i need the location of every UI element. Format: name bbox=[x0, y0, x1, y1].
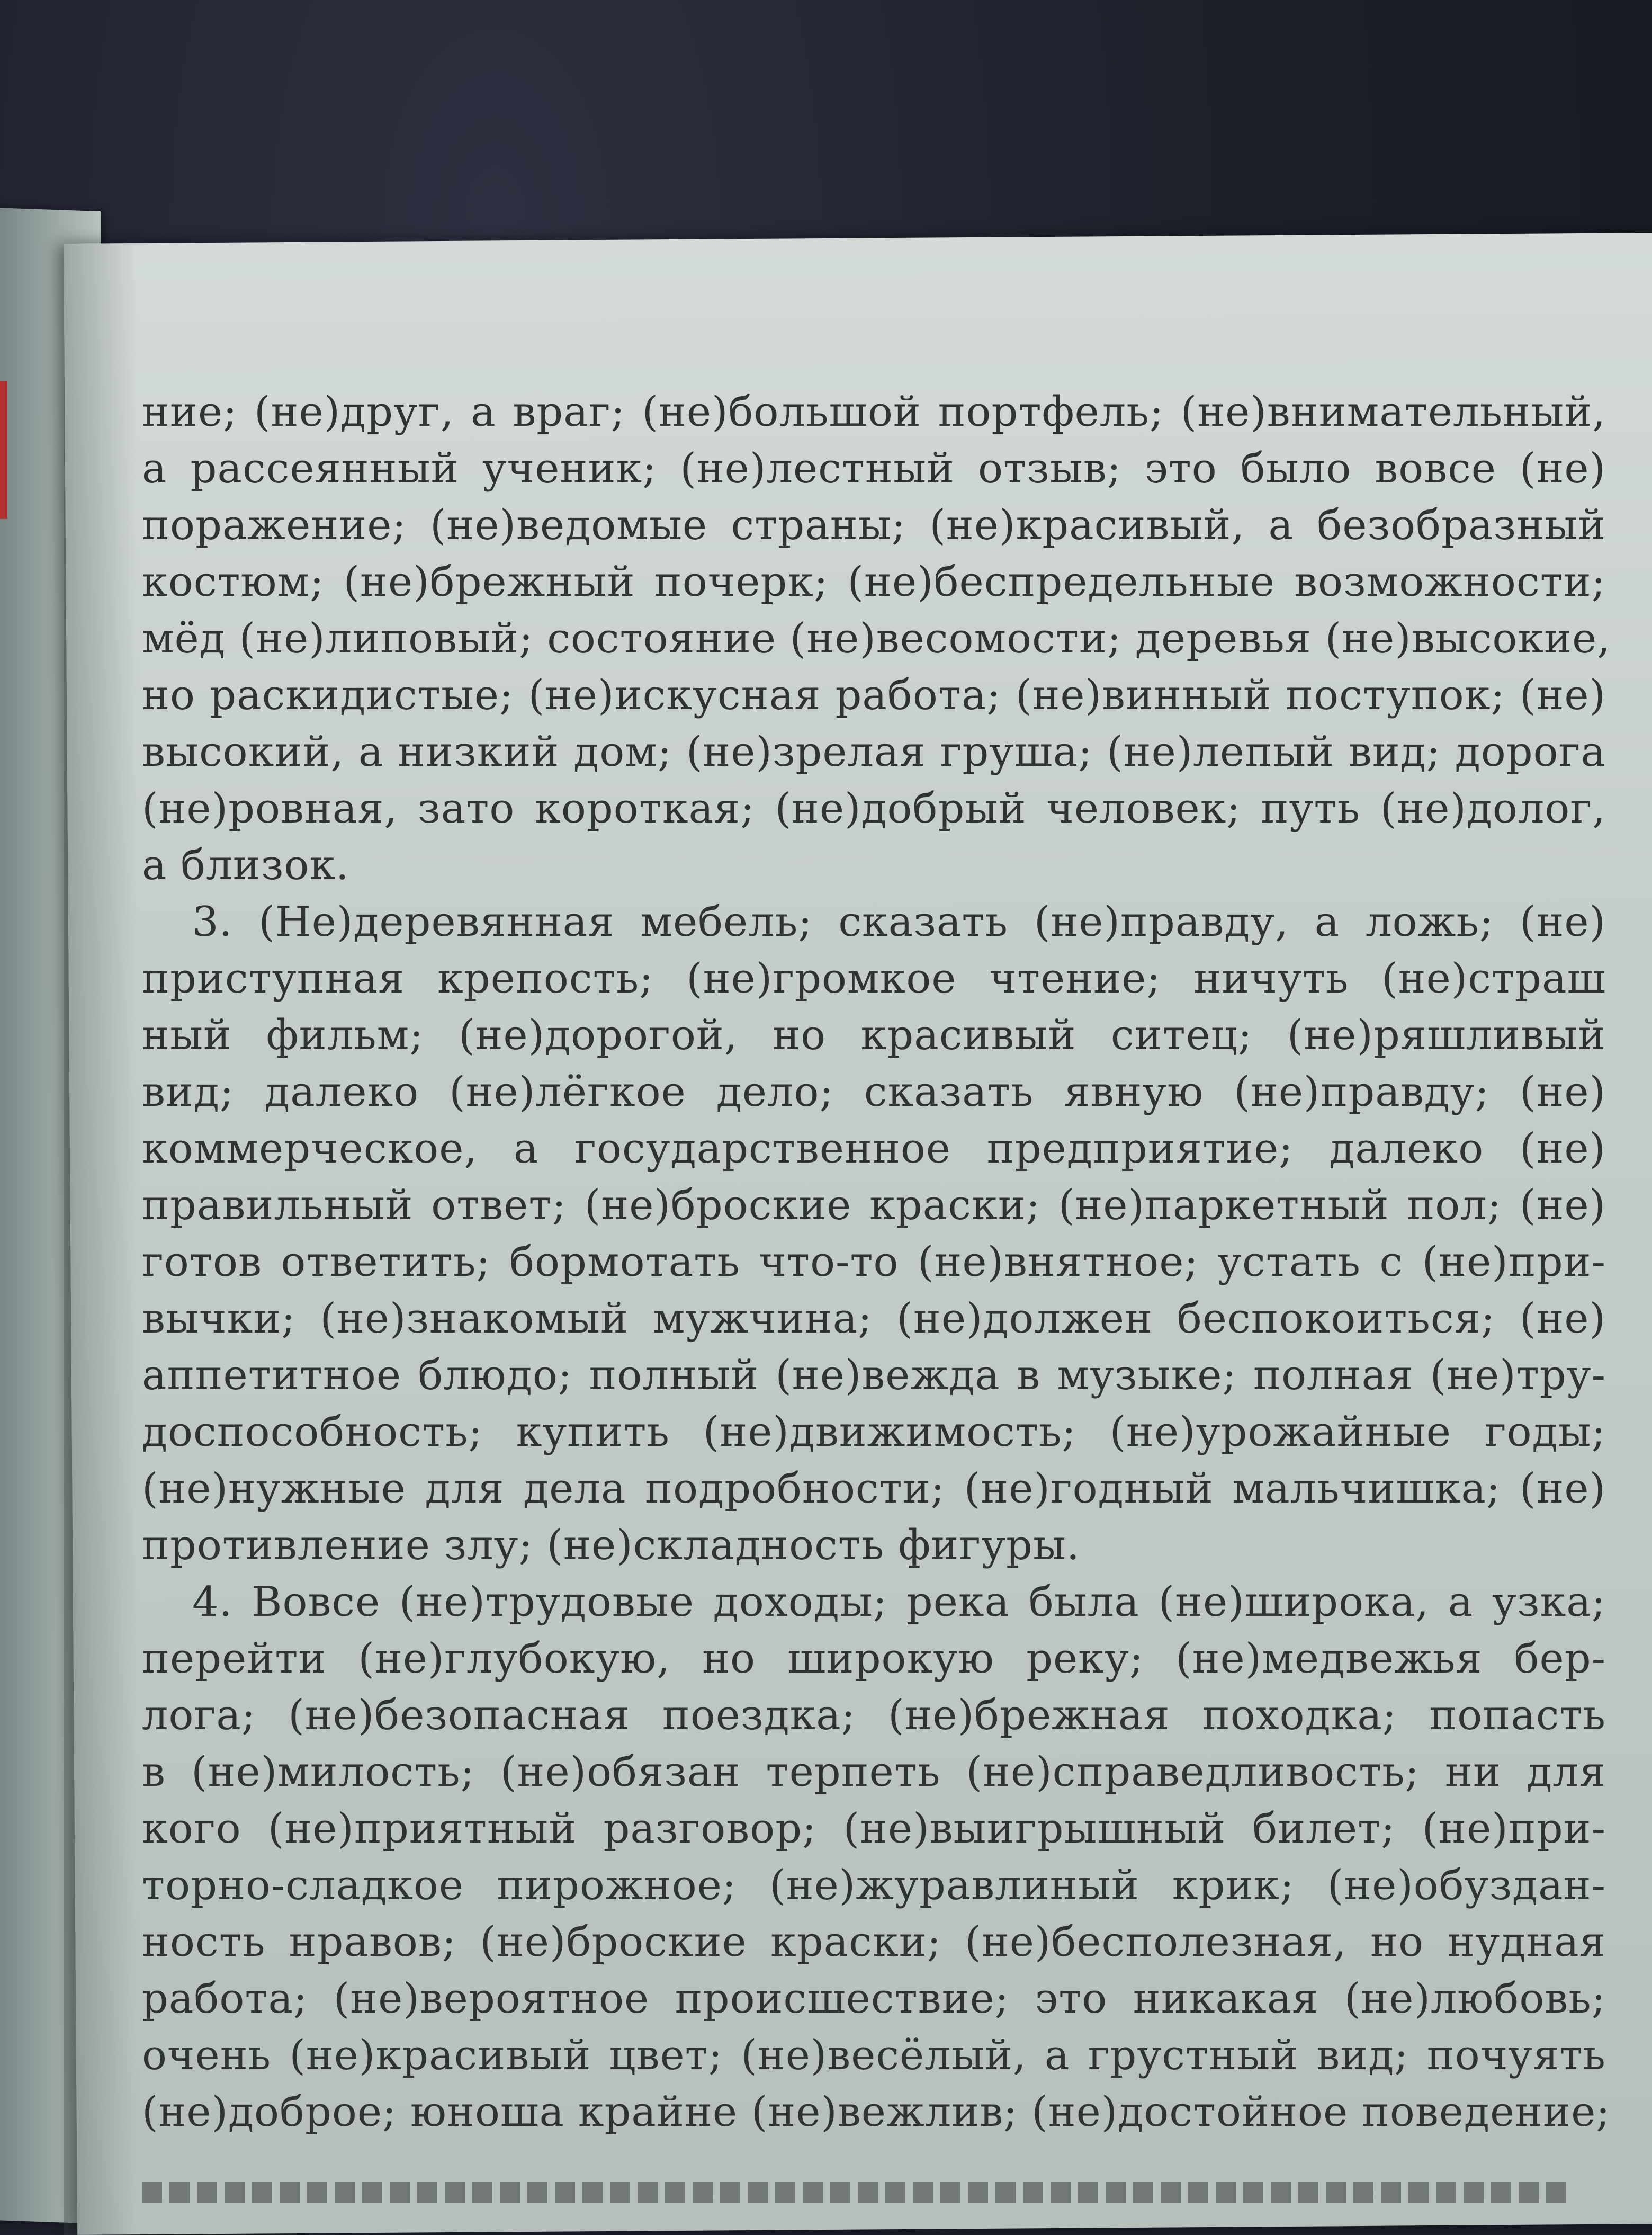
text-line: ние; (не)друг, а враг; (не)большой портфель; (не)внимательный, bbox=[142, 388, 1606, 436]
text-line: высокий, а низкий дом; (не)зрелая груша; (не)лепый вид; дорога bbox=[142, 728, 1606, 776]
text-line: костюм; (не)брежный почерк; (не)беспредельные возможности; bbox=[142, 558, 1606, 606]
text-line: вид; далеко (не)лёгкое дело; сказать явную (не)правду; (не) bbox=[142, 1068, 1606, 1116]
text-line: приступная крепость; (не)громкое чтение; ничуть (не)страш bbox=[142, 955, 1606, 1003]
text-line: правильный ответ; (не)броские краски; (не)паркетный пол; (не) bbox=[142, 1182, 1606, 1229]
text-line: кого (не)приятный разговор; (не)выигрышный билет; (не)при- bbox=[142, 1805, 1606, 1853]
text-line: работа; (не)вероятное происшествие; это никакая (не)любовь; bbox=[142, 1975, 1606, 2023]
text-line: мёд (не)липовый; состояние (не)весомости; деревья (не)высокие, bbox=[142, 615, 1611, 663]
text-line: а близок. bbox=[142, 842, 349, 889]
text-line: очень (не)красивый цвет; (не)весёлый, а грустный вид; почуять bbox=[142, 2032, 1606, 2079]
text-line: а рассеянный ученик; (не)лестный отзыв; это было вовсе (не) bbox=[142, 445, 1606, 493]
exercise-3-start: 3. (Не)деревянная мебель; сказать (не)правду, а ложь; (не) bbox=[192, 898, 1606, 946]
text-line: (не)доброе; юноша крайне (не)вежлив; (не)достойное поведение; bbox=[142, 2088, 1611, 2136]
text-line: ный фильм; (не)дорогой, но красивый ситец; (не)ряшливый bbox=[142, 1012, 1606, 1059]
text-line: аппетитное блюдо; полный (не)вежда в музыке; полная (не)тру- bbox=[142, 1352, 1606, 1399]
text-line: лога; (не)безопасная поездка; (не)брежная походка; попасть bbox=[142, 1692, 1606, 1739]
cut-off-line bbox=[142, 2182, 1572, 2203]
text-line: ность нравов; (не)броские краски; (не)бесполезная, но нудная bbox=[142, 1918, 1606, 1966]
text-line: перейти (не)глубокую, но широкую реку; (не)медвежья бер- bbox=[142, 1635, 1606, 1683]
text-line: готов ответить; бормотать что-то (не)внятное; устать с (не)при- bbox=[142, 1238, 1606, 1286]
text-line: торно-сладкое пирожное; (не)журавлиный крик; (не)обуздан- bbox=[142, 1862, 1606, 1909]
page-gutter-shadow bbox=[64, 244, 138, 2235]
text-line: коммерческое, а государственное предприятие; далеко (не) bbox=[142, 1125, 1606, 1173]
exercise-text bbox=[142, 384, 1611, 2141]
text-line: доспособность; купить (не)движимость; (не)урожайные годы; bbox=[142, 1408, 1606, 1456]
text-line: (не)ровная, зато короткая; (не)добрый человек; путь (не)долог, bbox=[142, 785, 1606, 833]
text-line: поражение; (не)ведомые страны; (не)красивый, а безобразный bbox=[142, 502, 1606, 549]
text-line: противление злу; (не)складность фигуры. bbox=[142, 1522, 1080, 1569]
text-line: в (не)милость; (не)обязан терпеть (не)справедливость; ни для bbox=[142, 1748, 1606, 1796]
exercise-4-start: 4. Вовсе (не)трудовые доходы; река была (не)широка, а узка; bbox=[192, 1578, 1606, 1626]
text-line: вычки; (не)знакомый мужчина; (не)должен беспокоиться; (не) bbox=[142, 1295, 1606, 1343]
text-line: (не)нужные для дела подробности; (не)годный мальчишка; (не) bbox=[142, 1465, 1606, 1513]
text-line: но раскидистые; (не)искусная работа; (не)винный поступок; (не) bbox=[142, 672, 1606, 719]
red-cover-edge bbox=[0, 381, 7, 519]
